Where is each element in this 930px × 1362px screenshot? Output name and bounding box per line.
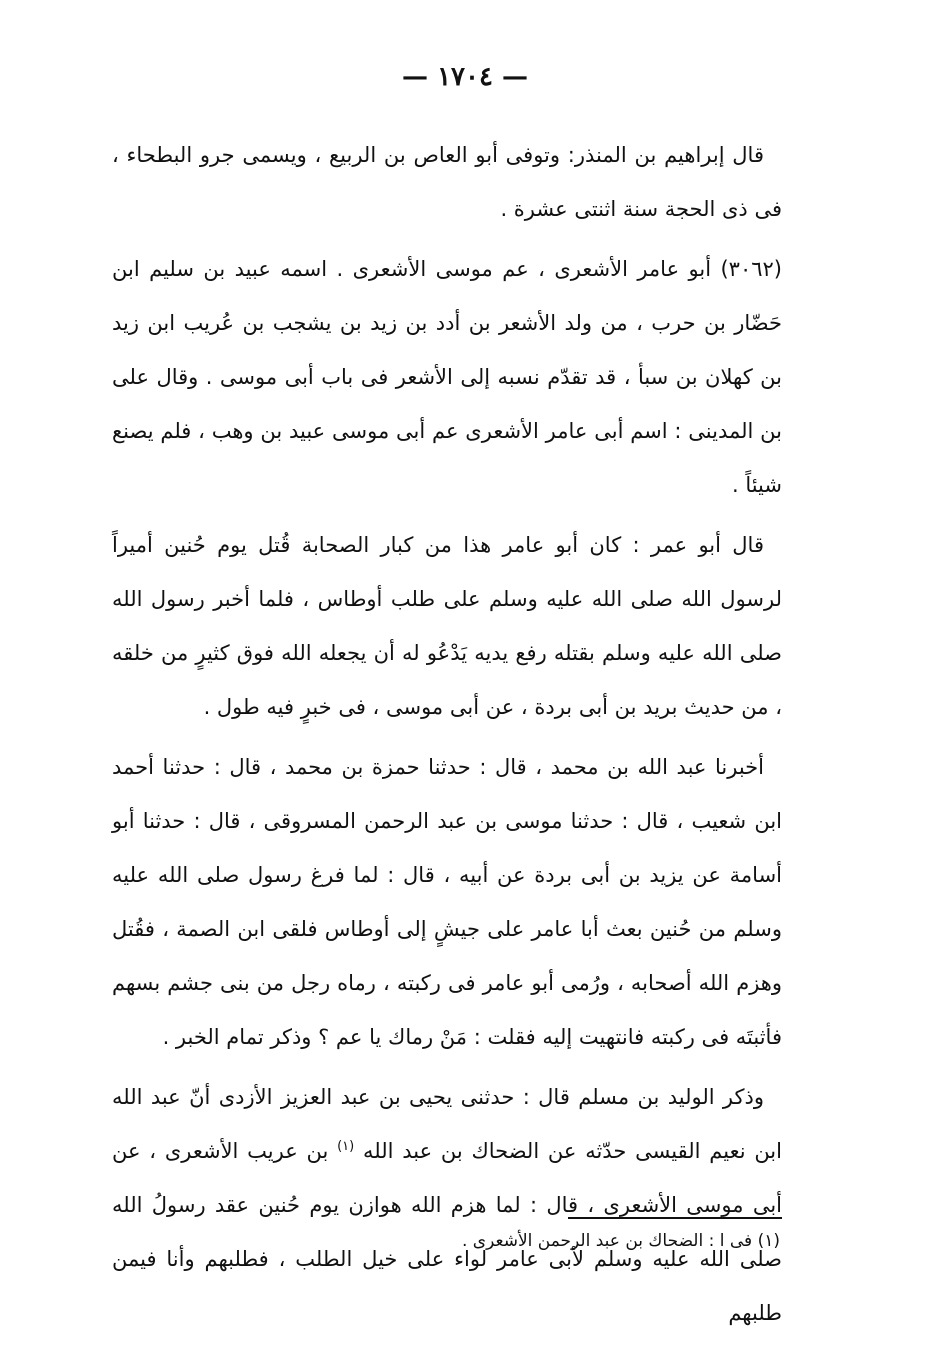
main-text: [112, 128, 782, 1346]
paragraph-1: قال إبراهيم بن المنذر: وتوفى أبو العاص بن الربيع ، ويسمى جرو البطحاء ، فى ذى الحجة سنة اثنتى عشرة .: [112, 143, 782, 221]
paragraph-5: [112, 1070, 782, 1340]
paragraph-3: قال أبو عمر : كان أبو عامر هذا من كبار الصحابة قُتل يوم حُنين أميراً لرسول الله صلى الله عليه وسلم على طلب أوطاس ، فلما أخبر رسول الله صلى الله عليه وسلم بقتله رفع يديه يَدْعُو له أن يجعله الله فوق كثيرٍ من خلقه ، من حديث بريد بن أبى بردة ، عن أبى موسى ، فى خبرٍ فيه طول .: [112, 533, 782, 719]
page-number: — ١٧٠٤ —: [402, 62, 528, 92]
paragraph-2-entry-3062: (٣٠٦٢) أبو عامر الأشعرى ، عم موسى الأشعرى . اسمه عبيد بن سليم ابن حَضّار بن حرب ، من ولد الأشعر بن أدد بن زيد بن يشجب بن عُريب ابن زيد بن كهلان بن سبأ ، قد تقدّم نسبه إلى الأشعر فى باب أبى موسى . وقال على بن المدينى : اسم أبى عامر الأشعرى عم أبى موسى عبيد بن وهب ، فلم يصنع شيئاً .: [112, 257, 782, 497]
paragraph-5-text-a: وذكر الوليد بن مسلم قال : حدثنى يحيى بن عبد العزيز الأزدى أنّ عبد الله ابن نعيم القيسى حدّثه عن الضحاك بن عبد الله: [112, 1085, 782, 1163]
paragraph-5-text-b: بن عريب الأشعرى ، عن أبى موسى الأشعرى ، قال : لما هزم الله هوازن يوم حُنين عقد رسولُ الله صلى الله عليه وسلم لأبى عامر لواء على خيل الطلب ، فطلبهم وأنا فيمن طلبهم: [112, 1139, 782, 1325]
footnote-divider: [568, 1217, 782, 1219]
paragraph-4: أخبرنا عبد الله بن محمد ، قال : حدثنا حمزة بن محمد ، قال : حدثنا أحمد ابن شعيب ، قال : حدثنا موسى بن عبد الرحمن المسروقى ، قال : حدثنا أبو أسامة عن يزيد بن أبى بردة عن أبيه ، قال : لما فرغ رسول صلى الله عليه وسلم من حُنين بعث أبا عامر على جيشٍ إلى أوطاس فلقى ابن الصمة ، فقُتل وهزم الله أصحابه ، ورُمى أبو عامر فى ركبته ، رماه رجل من بنى جشم بسهم فأثبتَه فى ركبته فانتهيت إليه فقلت : مَنْ رماك يا عم ؟ وذكر تمام الخبر .: [112, 755, 782, 1049]
footnote: (١) فى ا : الضحاك بن عبد الرحمن الأشعرى .: [462, 1231, 780, 1251]
footnote-marker: (١): [337, 1139, 355, 1154]
